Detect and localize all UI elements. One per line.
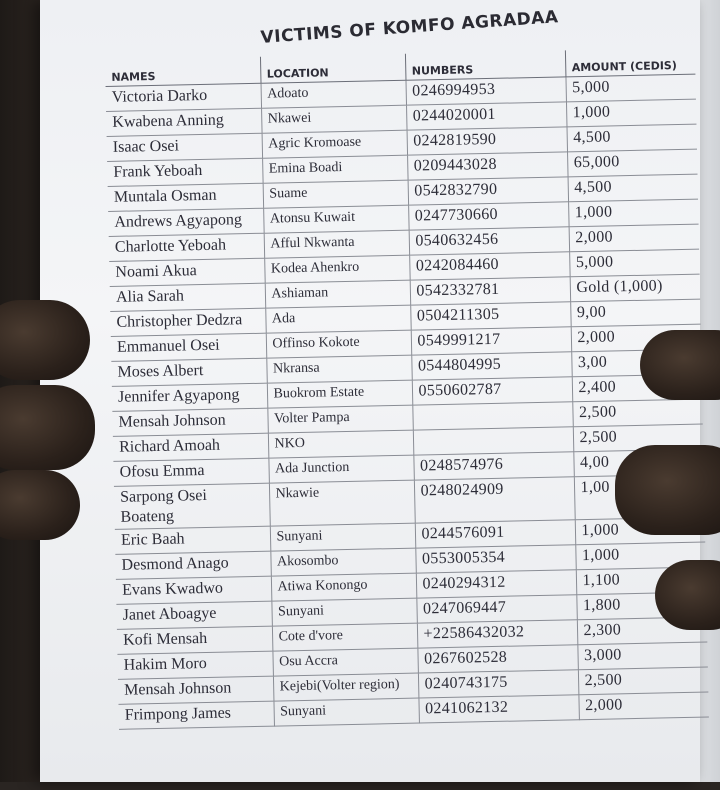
name-cell: Hakim Moro (117, 651, 272, 679)
number-cell: 0246994953 (405, 77, 565, 105)
amount-cell: 2,500 (573, 424, 703, 452)
number-cell: 0247069447 (416, 595, 576, 623)
amount-cell: 1,000 (575, 542, 705, 570)
amount-cell: Gold (1,000) (570, 274, 700, 302)
name-cell: Eric Baah (115, 526, 270, 554)
name-cell: Emmanuel Osei (111, 333, 266, 361)
location-cell: Sunyani (271, 598, 416, 626)
location-cell: Kodea Ahenkro (264, 255, 409, 283)
name-cell: Kwabena Anning (106, 108, 261, 136)
location-cell: NKO (268, 430, 413, 458)
header-amount: AMOUNT (CEDIS) (565, 48, 696, 77)
location-cell: Sunyani (273, 698, 418, 726)
name-cell: Andrews Agyapong (108, 208, 263, 236)
amount-cell: 1,800 (576, 592, 706, 620)
victims-table-wrap (105, 48, 710, 790)
number-cell: 0244020001 (406, 102, 566, 130)
name-cell: Noami Akua (109, 258, 264, 286)
number-cell: 0240743175 (418, 670, 578, 698)
name-cell: Evans Kwadwo (116, 576, 271, 604)
location-cell: Ashiaman (265, 280, 410, 308)
amount-cell: 2,500 (572, 399, 702, 427)
amount-cell: 2,300 (577, 617, 707, 645)
location-cell: Akosombo (270, 548, 415, 576)
number-cell: 0248024909 (414, 477, 575, 523)
amount-cell: 2,400 (572, 374, 702, 402)
number-cell: 0248574976 (413, 452, 573, 480)
number-cell: 0542332781 (410, 277, 570, 305)
location-cell: Nkawei (261, 105, 406, 133)
name-cell: Victoria Darko (106, 83, 261, 111)
location-cell: Nkawie (269, 480, 415, 526)
right-finger-top (640, 330, 720, 400)
name-cell: Desmond Anago (115, 551, 270, 579)
amount-cell: 2,500 (578, 667, 708, 695)
right-finger-middle (615, 445, 720, 535)
location-cell: Afful Nkwanta (264, 230, 409, 258)
number-cell: 0504211305 (410, 302, 570, 330)
amount-cell: 5,000 (565, 74, 695, 102)
location-cell: Buokrom Estate (267, 380, 412, 408)
number-cell: 0244576091 (415, 520, 575, 548)
name-cell: Richard Amoah (113, 433, 268, 461)
location-cell: Sunyani (270, 523, 415, 551)
number-cell: 0544804995 (411, 352, 571, 380)
name-cell: Christopher Dedzra (110, 308, 265, 336)
number-cell (413, 427, 573, 455)
name-cell: Ofosu Emma (113, 458, 268, 486)
amount-cell: 2,000 (569, 224, 699, 252)
amount-cell: 4,00 (573, 449, 703, 477)
name-cell: Frank Yeboah (107, 158, 262, 186)
name-cell: Kofi Mensah (117, 626, 272, 654)
number-cell: 0549991217 (411, 327, 571, 355)
number-cell: 0247730660 (408, 202, 568, 230)
location-cell: Offinso Kokote (266, 330, 411, 358)
name-cell: Sarpong Osei Boateng (114, 483, 270, 529)
name-cell: Mensah Johnson (118, 676, 273, 704)
number-cell: +22586432032 (417, 620, 577, 648)
number-cell: 0267602528 (417, 645, 577, 673)
location-cell: Cote d'vore (272, 623, 417, 651)
number-cell: 0540632456 (409, 227, 569, 255)
header-names: NAMES (105, 57, 261, 87)
left-finger-bottom (0, 470, 80, 540)
location-cell: Osu Accra (272, 648, 417, 676)
location-cell: Ada (265, 305, 410, 333)
amount-cell: 3,000 (577, 642, 707, 670)
number-cell: 0209443028 (407, 152, 567, 180)
right-finger-bottom (655, 560, 720, 630)
amount-cell: 1,000 (568, 199, 698, 227)
number-cell: 0241062132 (418, 695, 578, 723)
location-cell: Suame (263, 180, 408, 208)
number-cell: 0242819590 (407, 127, 567, 155)
amount-cell: 1,00 (574, 474, 705, 520)
amount-cell: 3,00 (571, 349, 701, 377)
location-cell: Emina Boadi (262, 155, 407, 183)
amount-cell: 4,500 (568, 174, 698, 202)
name-cell: Muntala Osman (108, 183, 263, 211)
left-finger-middle (0, 385, 95, 470)
name-cell: Isaac Osei (107, 133, 262, 161)
number-cell: 0553005354 (415, 545, 575, 573)
amount-cell: 1,000 (575, 517, 705, 545)
amount-cell: 2,000 (571, 324, 701, 352)
amount-cell: 2,000 (578, 692, 708, 720)
location-cell: Adoato (261, 80, 406, 108)
location-cell: Atiwa Konongo (271, 573, 416, 601)
header-numbers: NUMBERS (405, 50, 566, 80)
location-cell: Atonsu Kuwait (263, 205, 408, 233)
name-cell: Moses Albert (111, 358, 266, 386)
victims-table (105, 48, 709, 730)
document-title: VICTIMS OF KOMFO AGRADAA (260, 7, 560, 48)
location-cell: Ada Junction (268, 455, 413, 483)
header-location: LOCATION (260, 54, 406, 84)
number-cell: 0550602787 (412, 377, 572, 405)
amount-cell: 9,00 (570, 299, 700, 327)
amount-cell: 4,500 (567, 124, 697, 152)
amount-cell: 65,000 (567, 149, 697, 177)
location-cell: Volter Pampa (267, 405, 412, 433)
name-cell: Charlotte Yeboah (109, 233, 264, 261)
number-cell (412, 402, 572, 430)
name-cell: Mensah Johnson (112, 408, 267, 436)
name-cell: Alia Sarah (110, 283, 265, 311)
name-cell: Janet Aboagye (116, 601, 271, 629)
left-finger-top (0, 300, 90, 380)
name-cell: Jennifer Agyapong (112, 383, 267, 411)
name-cell: Frimpong James (118, 701, 273, 729)
number-cell: 0242084460 (409, 252, 569, 280)
number-cell: 0542832790 (408, 177, 568, 205)
location-cell: Kejebi(Volter region) (273, 673, 418, 701)
amount-cell: 5,000 (569, 249, 699, 277)
amount-cell: 1,100 (576, 567, 706, 595)
location-cell: Nkransa (266, 355, 411, 383)
location-cell: Agric Kromoase (262, 130, 407, 158)
amount-cell: 1,000 (566, 99, 696, 127)
table-body (106, 74, 709, 729)
number-cell: 0240294312 (416, 570, 576, 598)
